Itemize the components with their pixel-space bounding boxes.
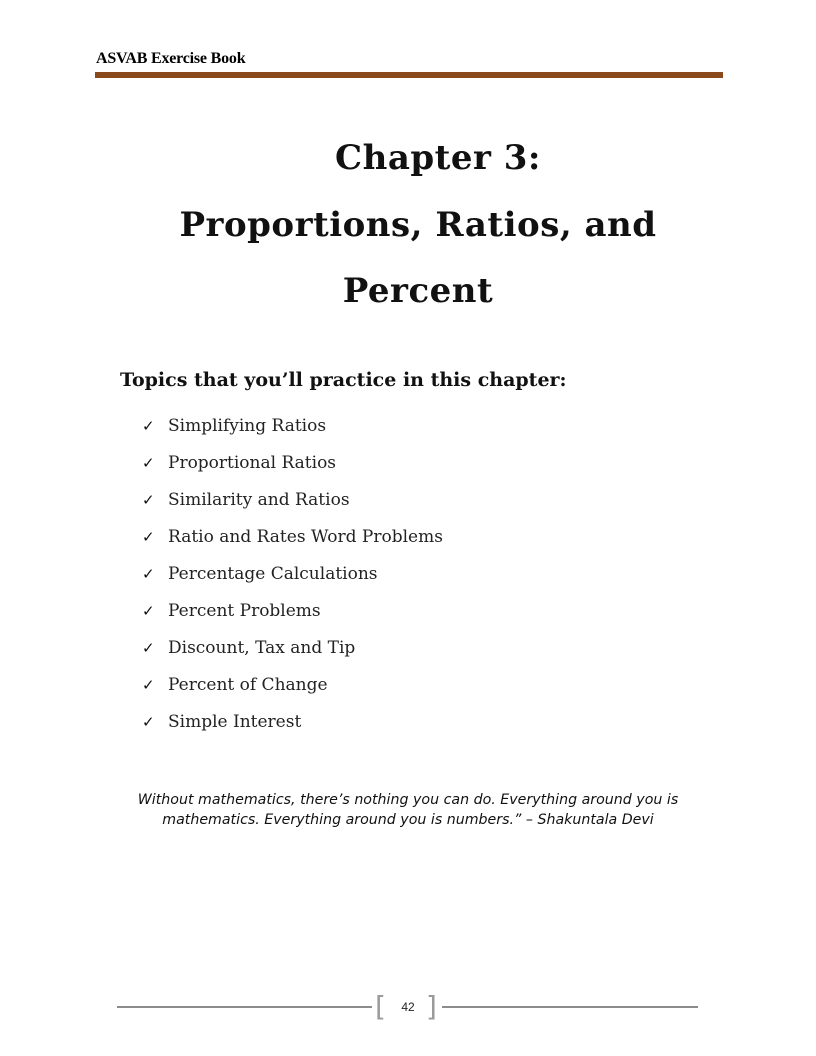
page-number: 42 xyxy=(401,1000,415,1014)
check-mark-icon: ✓ xyxy=(142,602,155,620)
list-item xyxy=(142,523,443,560)
check-mark-icon: ✓ xyxy=(142,454,155,472)
topic-label: Simple Interest xyxy=(168,712,302,732)
list-item xyxy=(142,486,443,523)
check-mark-icon: ✓ xyxy=(142,639,155,657)
footer-rule-left xyxy=(117,1006,372,1008)
topics-heading: Topics that you’ll practice in this chapter: xyxy=(120,369,567,391)
topic-label: Percent Problems xyxy=(168,601,321,621)
right-bracket-icon: ] xyxy=(426,990,437,1023)
list-item xyxy=(142,412,443,449)
list-item xyxy=(142,560,443,597)
chapter-title-line-1: Chapter 3: xyxy=(335,138,541,178)
list-item xyxy=(142,634,443,671)
running-header: ASVAB Exercise Book xyxy=(96,50,246,67)
check-mark-icon: ✓ xyxy=(142,676,155,694)
list-item xyxy=(142,449,443,486)
quote: Without mathematics, there’s nothing you can do. Everything around you is mathematics. Everything around you is numbers.” – Shakuntala Devi xyxy=(137,792,679,828)
chapter-title-line-2: Proportions, Ratios, and xyxy=(179,205,657,245)
header-rule xyxy=(95,72,723,78)
topic-label: Ratio and Rates Word Problems xyxy=(168,527,443,547)
topic-list xyxy=(142,412,443,745)
topic-label: Simplifying Ratios xyxy=(168,416,327,436)
check-mark-icon: ✓ xyxy=(142,491,155,509)
topic-label: Percentage Calculations xyxy=(168,564,378,584)
topic-label: Percent of Change xyxy=(168,675,328,695)
check-mark-icon: ✓ xyxy=(142,417,155,435)
list-item xyxy=(142,671,443,708)
footer-rule-right xyxy=(442,1006,698,1008)
topic-label: Discount, Tax and Tip xyxy=(168,638,356,658)
topic-label: Proportional Ratios xyxy=(168,453,337,473)
list-item xyxy=(142,708,443,745)
list-item xyxy=(142,597,443,634)
topic-label: Similarity and Ratios xyxy=(168,490,350,510)
check-mark-icon: ✓ xyxy=(142,713,155,731)
check-mark-icon: ✓ xyxy=(142,565,155,583)
check-mark-icon: ✓ xyxy=(142,528,155,546)
chapter-title-line-3: Percent xyxy=(342,271,494,311)
left-bracket-icon: [ xyxy=(375,990,386,1023)
